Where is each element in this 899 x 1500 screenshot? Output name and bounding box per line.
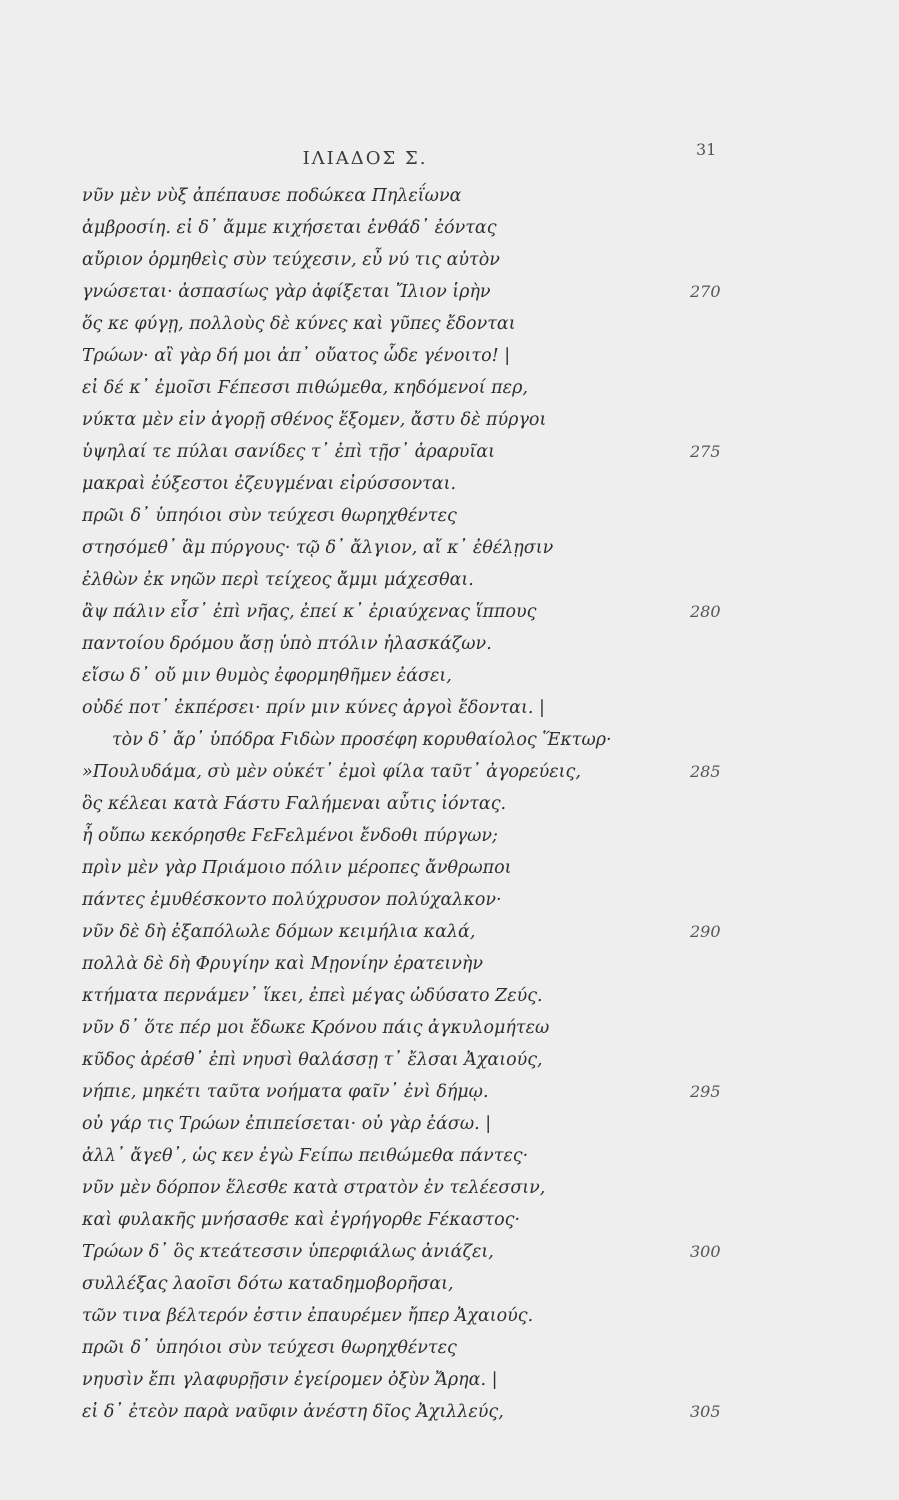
verse-text: καὶ φυλακῆς μνήσασθε καὶ ἐγρήγορθε Ϝέκαστος· (82, 1210, 521, 1230)
verse-line (0, 950, 899, 982)
verse-line (0, 1046, 899, 1078)
verse-line (0, 1334, 899, 1366)
verse-line (0, 1174, 899, 1206)
line-number: 270 (690, 282, 721, 301)
verse-text: ὑψηλαί τε πύλαι σανίδες τ᾿ ἐπὶ τῇσ᾿ ἀραρυῖαι (82, 442, 495, 462)
verse-text: νῦν μὲν νὺξ ἀπέπαυσε ποδώκεα Πηλεΐωνα (82, 186, 462, 206)
verse-line (0, 918, 899, 950)
verse-text: παντοίου δρόμου ἄσῃ ὑπὸ πτόλιν ἠλασκάζων. (82, 634, 492, 654)
verse-line (0, 214, 899, 246)
verse-text: πρὶν μὲν γὰρ Πριάμοιο πόλιν μέροπες ἄνθρωποι (82, 858, 512, 878)
verse-text: πρῶι δ᾿ ὑπηόιοι σὺν τεύχεσι θωρηχθέντες (82, 1338, 457, 1358)
verse-text: ἀμβροσίη. εἰ δ᾿ ἄμμε κιχήσεται ἐνθάδ᾿ ἐόντας (82, 218, 497, 238)
verse-line (0, 854, 899, 886)
verse-line (0, 726, 899, 758)
verse-line (0, 822, 899, 854)
verse-line (0, 982, 899, 1014)
verse-text: συλλέξας λαοῖσι δότω καταδημοβορῆσαι, (82, 1274, 454, 1294)
verse-text: ὅς κε φύγῃ, πολλοὺς δὲ κύνες καὶ γῦπες ἔδονται (82, 314, 516, 334)
verse-line (0, 1366, 899, 1398)
verse-text: οὐ γάρ τις Τρώων ἐπιπείσεται· οὐ γὰρ ἐάσω. | (82, 1114, 492, 1134)
verse-line (0, 1238, 899, 1270)
verse-line (0, 662, 899, 694)
verse-text: νῦν δ᾿ ὅτε πέρ μοι ἔδωκε Κρόνου πάις ἀγκυλομήτεω (82, 1018, 550, 1038)
verse-text: ἀλλ᾿ ἄγεθ᾿, ὡς κεν ἐγὼ Ϝείπω πειθώμεθα πάντες· (82, 1146, 529, 1166)
verse-text: εἴσω δ᾿ οὔ μιν θυμὸς ἐφορμηθῆμεν ἐάσει, (82, 666, 452, 686)
verse-line (0, 278, 899, 310)
verse-text: κῦδος ἀρέσθ᾿ ἐπὶ νηυσὶ θαλάσσῃ τ᾿ ἔλσαι Ἀχαιούς, (82, 1050, 543, 1070)
line-number: 290 (690, 922, 721, 941)
verse-line (0, 758, 899, 790)
verse-line (0, 406, 899, 438)
verse-text: Τρώων δ᾿ ὃς κτεάτεσσιν ὑπερφιάλως ἀνιάζει, (82, 1242, 494, 1262)
line-number: 285 (690, 762, 721, 781)
running-title: ΙΛΙΑΔΟΣ Σ. (302, 148, 428, 169)
verse-line (0, 1302, 899, 1334)
verse-line (0, 310, 899, 342)
verse-text: γνώσεται· ἀσπασίως γὰρ ἀφίξεται Ἴλιον ἱρὴν (82, 282, 491, 302)
verse-text: μακραὶ ἐύξεστοι ἐζευγμέναι εἰρύσσονται. (82, 474, 457, 494)
verse-line (0, 790, 899, 822)
verse-text: νῦν δὲ δὴ ἐξαπόλωλε δόμων κειμήλια καλά, (82, 922, 476, 942)
verse-text: εἰ δ᾿ ἐτεὸν παρὰ ναῦφιν ἀνέστη δῖος Ἀχιλλεύς, (82, 1402, 504, 1422)
verse-text: ἐλθὼν ἐκ νηῶν περὶ τείχεος ἄμμι μάχεσθαι. (82, 570, 474, 590)
verse-text: νηυσὶν ἔπι γλαφυρῇσιν ἐγείρομεν ὀξὺν Ἄρηα. | (82, 1370, 498, 1390)
verse-line (0, 1398, 899, 1430)
verse-line (0, 1014, 899, 1046)
verse-text: τὸν δ᾿ ἄρ᾿ ὑπόδρα Ϝιδὼν προσέφη κορυθαίολος Ἕκτωρ· (112, 730, 612, 750)
verse-text: »Πουλυδάμα, σὺ μὲν οὐκέτ᾿ ἐμοὶ φίλα ταῦτ᾿ ἀγορεύεις, (82, 762, 581, 782)
verse-line (0, 1078, 899, 1110)
verse-text: στησόμεθ᾿ ἂμ πύργους· τῷ δ᾿ ἄλγιον, αἴ κ᾿ ἐθέλῃσιν (82, 538, 554, 558)
verse-line (0, 438, 899, 470)
verse-line (0, 1206, 899, 1238)
line-number: 305 (690, 1402, 721, 1421)
verse-line (0, 1110, 899, 1142)
verse-line (0, 886, 899, 918)
verse-text: νήπιε, μηκέτι ταῦτα νοήματα φαῖν᾿ ἐνὶ δήμῳ. (82, 1082, 489, 1102)
verse-line (0, 1142, 899, 1174)
verse-text: Τρώων· αἲ γὰρ δή μοι ἀπ᾿ οὔατος ὧδε γένοιτο! | (82, 346, 511, 366)
verse-line (0, 566, 899, 598)
verse-line (0, 342, 899, 374)
verse-line (0, 182, 899, 214)
verse-text: πρῶι δ᾿ ὑπηόιοι σὺν τεύχεσι θωρηχθέντες (82, 506, 457, 526)
verse-text: ὃς κέλεαι κατὰ Ϝάστυ Ϝαλήμεναι αὖτις ἰόντας. (82, 794, 507, 814)
verse-line (0, 1270, 899, 1302)
verse-text: πολλὰ δὲ δὴ Φρυγίην καὶ Μῃονίην ἐρατεινὴν (82, 954, 483, 974)
verse-text: ἦ οὔπω κεκόρησθε ϜεϜελμένοι ἔνδοθι πύργων; (82, 826, 498, 846)
verse-text: νύκτα μὲν εἰν ἀγορῇ σθένος ἕξομεν, ἄστυ δὲ πύργοι (82, 410, 547, 430)
verse-text: οὐδέ ποτ᾿ ἐκπέρσει· πρίν μιν κύνες ἀργοὶ ἔδονται. | (82, 698, 545, 718)
line-number: 300 (690, 1242, 721, 1261)
line-number: 275 (690, 442, 721, 461)
page-number: 31 (696, 140, 717, 159)
verse-line (0, 598, 899, 630)
verse-text: κτήματα περνάμεν᾿ ἵκει, ἐπεὶ μέγας ὠδύσατο Ζεύς. (82, 986, 543, 1006)
verse-text: αὔριον ὁρμηθεὶς σὺν τεύχεσιν, εὖ νύ τις αὐτὸν (82, 250, 500, 270)
verse-text: πάντες ἐμυθέσκοντο πολύχρυσον πολύχαλκον· (82, 890, 502, 910)
verse-line (0, 630, 899, 662)
verse-line (0, 470, 899, 502)
line-number: 295 (690, 1082, 721, 1101)
verse-text: εἰ δέ κ᾿ ἐμοῖσι Ϝέπεσσι πιθώμεθα, κηδόμενοί περ, (82, 378, 528, 398)
line-number: 280 (690, 602, 721, 621)
verse-line (0, 246, 899, 278)
verse-text: νῦν μὲν δόρπον ἕλεσθε κατὰ στρατὸν ἐν τελέεσσιν, (82, 1178, 546, 1198)
verse-line (0, 502, 899, 534)
verse-line (0, 374, 899, 406)
verse-text: ἂψ πάλιν εἶσ᾿ ἐπὶ νῆας, ἐπεί κ᾿ ἐριαύχενας ἵππους (82, 602, 537, 622)
verse-text: τῶν τινα βέλτερόν ἐστιν ἐπαυρέμεν ἤπερ Ἀχαιούς. (82, 1306, 534, 1326)
verse-line (0, 694, 899, 726)
verse-line (0, 534, 899, 566)
